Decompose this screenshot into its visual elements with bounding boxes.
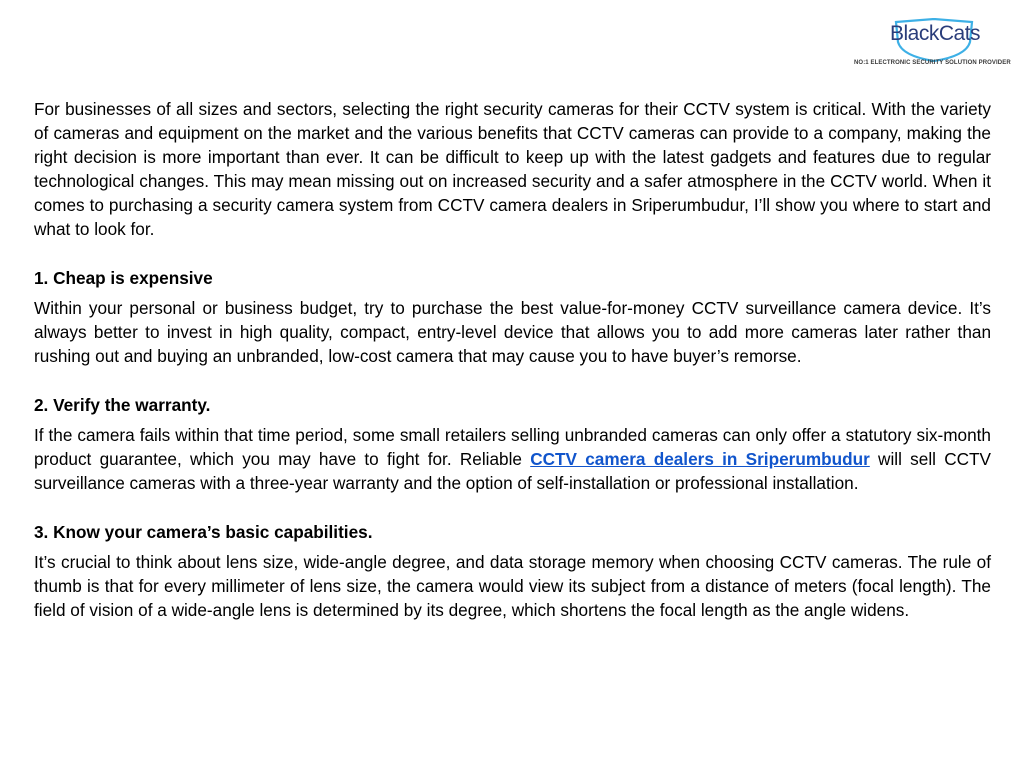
section-2-text-after: will sell CCTV surveillance cameras with a three-year warranty and the option of self-installation or professional installation. (34, 449, 992, 493)
logo-brand-part2: Cats (938, 22, 981, 45)
section-paragraph-1: Within your personal or business budget, try to purchase the best value-for-money CCTV surveillance camera device. It’s always better to invest in high quality, compact, entry-level device that allows you to add more cameras later rather than rushing out and buying an unbranded, low-cost camera that may cause you to have buyer’s remorse. (34, 298, 991, 366)
article-body (34, 97, 991, 622)
section-2-text-before: If the camera fails within that time period, some small retailers selling unbranded cameras can only offer a statutory six-month product guarantee, which you may have to fight for. Reliable (34, 425, 991, 469)
section-paragraph-2 (34, 423, 991, 495)
section-paragraph-3: It’s crucial to think about lens size, wide-angle degree, and data storage memory when choosing CCTV cameras. The rule of thumb is that for every millimeter of lens size, the camera would view its subject from a distance of meters (focal length). The field of vision of a wide-angle lens is determined by its degree, which shortens the focal length as the angle widens. (34, 552, 991, 620)
section-heading-2: 2. Verify the warranty. (34, 395, 211, 415)
brand-logo (848, 18, 1018, 70)
logo-wordmark (890, 22, 980, 46)
logo-brand-part1: Black (890, 22, 939, 45)
section-heading-3: 3. Know your camera’s basic capabilities. (34, 522, 373, 542)
cctv-dealers-link[interactable]: CCTV camera dealers in Sriperumbudur (530, 449, 870, 469)
logo-tagline: NO:1 ELECTRONIC SECURITY SOLUTION PROVIDER (854, 60, 1011, 66)
intro-paragraph: For businesses of all sizes and sectors, selecting the right security cameras for their CCTV system is critical. With the variety of cameras and equipment on the market and the various benefits that CCTV cameras can provide to a company, making the right decision is more important than ever. It can be difficult to keep up with the latest gadgets and features due to regular technological changes. This may mean missing out on increased security and a safer atmosphere in the CCTV world. When it comes to purchasing a security camera system from CCTV camera dealers in Sriperumbudur, I’ll show you where to start and what to look for. (34, 99, 991, 239)
section-heading-1: 1. Cheap is expensive (34, 268, 213, 288)
